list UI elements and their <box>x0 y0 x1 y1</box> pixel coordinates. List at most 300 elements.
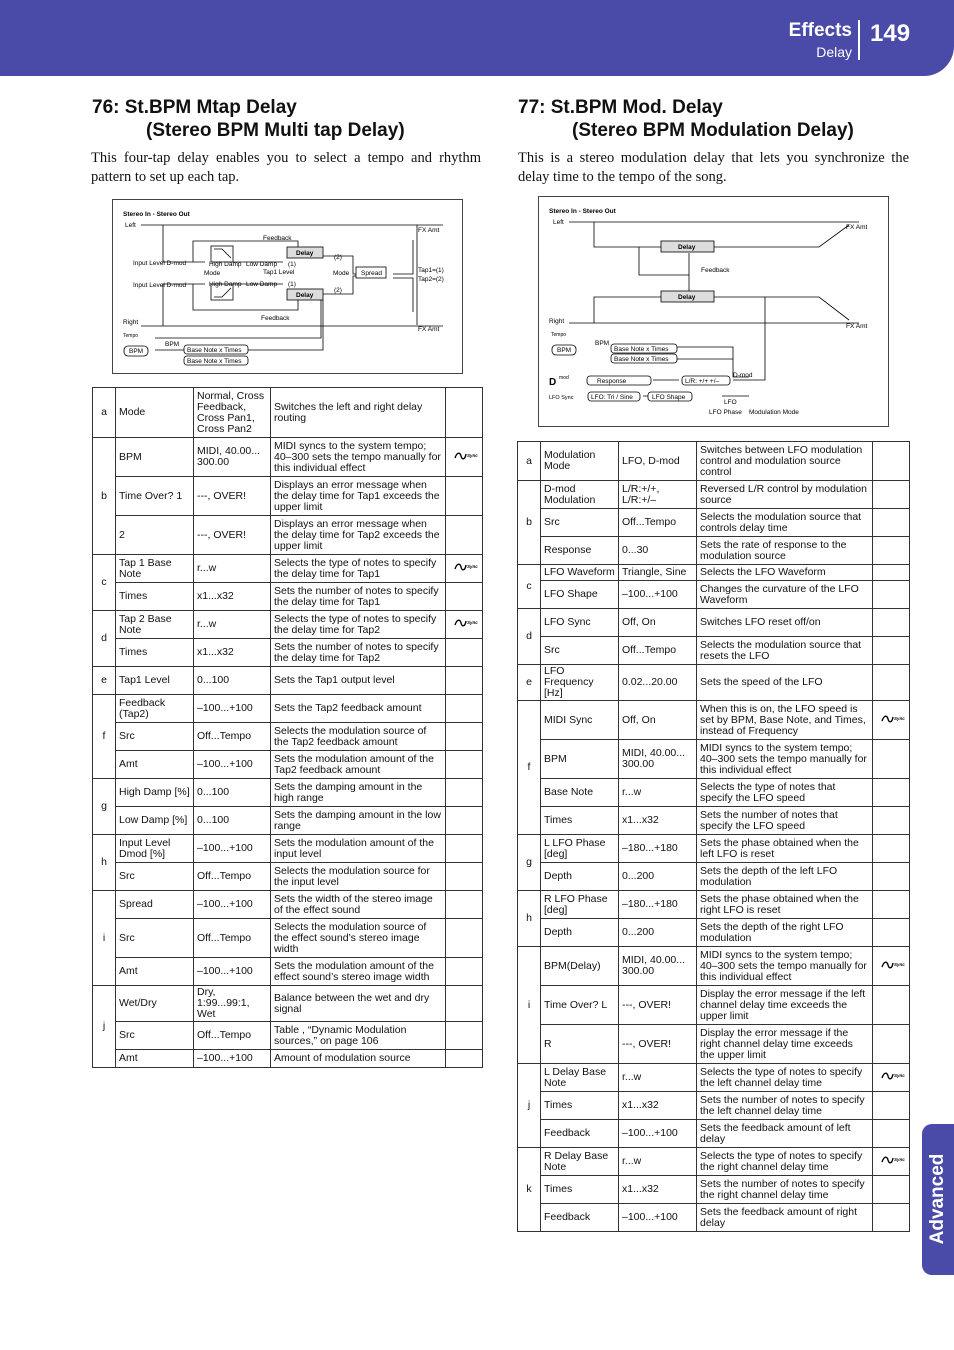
delay2-block-2: Delay <box>678 294 696 301</box>
param-description: Sets the modulation amount of the Tap2 feedback amount <box>271 751 446 779</box>
param-description: Selects the type of notes to specify the left channel delay time <box>697 1064 873 1092</box>
side-tab-label: Advanced <box>927 1153 948 1245</box>
icon-cell <box>873 1092 910 1120</box>
param-name: Feedback (Tap2) <box>116 695 194 723</box>
icon-cell <box>873 891 910 919</box>
param-name: Times <box>541 807 619 835</box>
icon-cell <box>873 442 910 481</box>
icon-cell <box>446 835 483 863</box>
param-range: x1...x32 <box>619 1176 697 1204</box>
param-range: 0...200 <box>619 863 697 891</box>
param-name: Src <box>116 919 194 958</box>
param-name: Mode <box>116 388 194 438</box>
header-section-title: Effects <box>788 20 852 41</box>
param-description: Sets the number of notes to specify the right channel delay time <box>697 1176 873 1204</box>
sync-glyph <box>880 960 905 970</box>
param-description: Selects the modulation source of the Tap2 feedback amount <box>271 723 446 751</box>
delay2-block-1: Delay <box>678 244 696 251</box>
group-letter: a <box>518 442 541 481</box>
param-range: 0...100 <box>194 667 271 695</box>
param-description: Selects the LFO Waveform <box>697 565 873 581</box>
param-description: Sets the feedback amount of right delay <box>697 1204 873 1232</box>
param-description: Sets the number of notes to specify the left channel delay time <box>697 1092 873 1120</box>
param-range: –100...+100 <box>194 891 271 919</box>
fx-amt-label-2: FX Amt <box>418 326 440 333</box>
table-row <box>93 919 483 958</box>
num-2b: (2) <box>334 287 342 294</box>
param-description: Table , “Dynamic Modulation sources,” on page 106 <box>271 1022 446 1050</box>
icon-cell <box>446 516 483 555</box>
group-letter: i <box>518 947 541 1064</box>
mod-delay-diagram-svg <box>539 197 888 426</box>
table-row <box>93 388 483 438</box>
param-name: BPM <box>541 740 619 779</box>
lfo-tri-sine-block: LFO: Tri / Sine <box>591 394 633 401</box>
icon-cell <box>446 919 483 958</box>
param-description: Sets the damping amount in the low range <box>271 807 446 835</box>
param-name: Src <box>541 509 619 537</box>
param-description: MIDI syncs to the system tempo; 40–300 sets the tempo manually for this individual effect <box>271 438 446 477</box>
param-range: MIDI, 40.00... 300.00 <box>619 947 697 986</box>
response-block: Response <box>597 378 627 385</box>
param-description: Sets the modulation amount of the effect sound’s stereo image width <box>271 958 446 986</box>
param-name: Src <box>116 863 194 891</box>
param-range: r...w <box>194 555 271 583</box>
header-subsection: Delay <box>816 44 852 60</box>
param-description: Sets the speed of the LFO <box>697 665 873 701</box>
sync-glyph <box>453 562 478 572</box>
param-name: Feedback <box>541 1204 619 1232</box>
param-description: Sets the modulation amount of the input level <box>271 835 446 863</box>
param-range: 0...100 <box>194 807 271 835</box>
table-row <box>518 740 910 779</box>
param-description: Sets the rate of response to the modulation source <box>697 537 873 565</box>
diagram2-right-label: Right <box>549 318 565 325</box>
param-name: Feedback <box>541 1120 619 1148</box>
icon-cell <box>446 1050 483 1068</box>
param-range: r...w <box>619 1064 697 1092</box>
sync-icon <box>446 611 483 639</box>
param-range: Off...Tempo <box>619 637 697 665</box>
icon-cell <box>446 751 483 779</box>
diagram-right-label: Right <box>123 319 139 326</box>
param-name: Src <box>541 637 619 665</box>
param-name: 2 <box>116 516 194 555</box>
param-description: Sets the depth of the right LFO modulation <box>697 919 873 947</box>
right-block-diagram <box>538 196 889 427</box>
param-name: Tap 2 Base Note <box>116 611 194 639</box>
icon-cell <box>873 919 910 947</box>
param-name: Times <box>541 1176 619 1204</box>
table-row <box>93 695 483 723</box>
table-row <box>518 442 910 481</box>
param-description: Displays an error message when the delay time for Tap1 exceeds the upper limit <box>271 477 446 516</box>
param-range: –100...+100 <box>619 1204 697 1232</box>
right-intro: This is a stereo modulation delay that lets you synchronize the delay time to the tempo of the song. <box>518 150 909 185</box>
base-note2-block-1: Base Note x Times <box>614 346 669 353</box>
group-letter: j <box>518 1064 541 1148</box>
mode-label-1: Mode <box>204 270 221 277</box>
param-range: –100...+100 <box>194 1050 271 1068</box>
table-row <box>93 583 483 611</box>
left-section-subtitle: (Stereo BPM Multi tap Delay) <box>146 120 405 141</box>
param-range: 0...100 <box>194 779 271 807</box>
param-name: R <box>541 1025 619 1064</box>
icon-cell <box>873 835 910 863</box>
param-name: Tap 1 Base Note <box>116 555 194 583</box>
bpm2-label: BPM <box>595 340 610 347</box>
table-row <box>93 555 483 583</box>
group-letter: d <box>93 611 116 667</box>
param-name: LFO Waveform <box>541 565 619 581</box>
table-row <box>93 863 483 891</box>
num-2a: (2) <box>334 254 342 261</box>
feedback-label-2: Feedback <box>261 315 290 322</box>
delay-block-1: Delay <box>296 250 314 257</box>
base-note-block-1: Base Note x Times <box>187 347 242 354</box>
param-description: Selects the type of notes that specify the LFO speed <box>697 779 873 807</box>
sync-glyph <box>880 714 905 724</box>
param-name: Low Damp [%] <box>116 807 194 835</box>
group-letter: e <box>93 667 116 695</box>
param-name: LFO Frequency [Hz] <box>541 665 619 701</box>
table-row <box>518 919 910 947</box>
mode-label-2: Mode <box>333 270 350 277</box>
icon-cell <box>446 1022 483 1050</box>
param-name: Base Note <box>541 779 619 807</box>
icon-cell <box>873 481 910 509</box>
lfo-sync-label: LFO Sync <box>549 395 574 401</box>
table-row <box>518 701 910 740</box>
icon-cell <box>873 779 910 807</box>
icon-cell <box>873 665 910 701</box>
icon-cell <box>446 639 483 667</box>
base-note2-block-2: Base Note x Times <box>614 356 669 363</box>
table-row <box>518 581 910 609</box>
sync-glyph <box>453 618 478 628</box>
diagram-left-label: Left <box>125 222 136 229</box>
param-description: Switches the left and right delay routing <box>271 388 446 438</box>
group-letter: h <box>93 835 116 891</box>
param-name: Amt <box>116 1050 194 1068</box>
param-name: Amt <box>116 751 194 779</box>
param-name: Depth <box>541 919 619 947</box>
param-description: Reversed L/R control by modulation source <box>697 481 873 509</box>
left-intro: This four-tap delay enables you to select a tempo and rhythm pattern to set up each tap. <box>91 150 481 185</box>
table-row <box>518 1120 910 1148</box>
param-description: MIDI syncs to the system tempo; 40–300 sets the tempo manually for this individual effect <box>697 740 873 779</box>
fx-amt2-label-2: FX Amt <box>846 323 868 330</box>
lfo-shape-block: LFO Shape <box>652 394 686 401</box>
icon-cell <box>873 1176 910 1204</box>
group-letter: c <box>93 555 116 611</box>
param-name: BPM(Delay) <box>541 947 619 986</box>
svg-text:Sync: Sync <box>467 564 478 569</box>
feedback2-label: Feedback <box>701 267 730 274</box>
param-description: Displays an error message when the delay time for Tap2 exceeds the upper limit <box>271 516 446 555</box>
param-name: D-mod Modulation <box>541 481 619 509</box>
param-range: –100...+100 <box>194 751 271 779</box>
feedback-label-1: Feedback <box>263 235 292 242</box>
param-range: r...w <box>194 611 271 639</box>
table-row <box>93 1050 483 1068</box>
param-description: Selects the modulation source that resets the LFO <box>697 637 873 665</box>
icon-cell <box>873 565 910 581</box>
right-parameter-table <box>517 441 910 1232</box>
left-section-title: 76: St.BPM Mtap Delay <box>92 97 297 118</box>
param-description: Switches between LFO modulation control and modulation source control <box>697 442 873 481</box>
header-divider <box>858 20 860 60</box>
param-description: Selects the type of notes to specify the delay time for Tap2 <box>271 611 446 639</box>
param-description: Selects the modulation source that controls delay time <box>697 509 873 537</box>
icon-cell <box>446 958 483 986</box>
param-range: –180...+180 <box>619 891 697 919</box>
param-description: Sets the phase obtained when the left LFO is reset <box>697 835 873 863</box>
table-row <box>93 639 483 667</box>
table-row <box>93 1022 483 1050</box>
param-name: Times <box>541 1092 619 1120</box>
svg-text:Sync: Sync <box>894 1073 905 1078</box>
group-letter: a <box>93 388 116 438</box>
param-range: Off...Tempo <box>194 919 271 958</box>
param-range: 0.02...20.00 <box>619 665 697 701</box>
group-letter: e <box>518 665 541 701</box>
icon-cell <box>873 1025 910 1064</box>
table-row <box>518 779 910 807</box>
icon-cell <box>446 891 483 919</box>
low-damp-label-2: Low Damp <box>246 281 278 288</box>
param-range: L/R:+/+, L/R:+/– <box>619 481 697 509</box>
param-name: Src <box>116 723 194 751</box>
param-range: x1...x32 <box>619 807 697 835</box>
svg-text:Sync: Sync <box>894 715 905 721</box>
group-letter: h <box>518 891 541 947</box>
left-parameter-table <box>92 387 483 1068</box>
param-name: Time Over? L <box>541 986 619 1025</box>
param-name: Response <box>541 537 619 565</box>
param-range: r...w <box>619 1148 697 1176</box>
icon-cell <box>446 583 483 611</box>
param-range: –100...+100 <box>619 581 697 609</box>
param-description: Sets the number of notes that specify the LFO speed <box>697 807 873 835</box>
fx-amt-label-1: FX Amt <box>418 227 440 234</box>
sync-icon <box>873 1064 910 1092</box>
icon-cell <box>446 986 483 1022</box>
param-description: Sets the Tap2 feedback amount <box>271 695 446 723</box>
table-row <box>93 723 483 751</box>
param-name: R Delay Base Note <box>541 1148 619 1176</box>
table-row <box>518 1176 910 1204</box>
param-range: –100...+100 <box>194 958 271 986</box>
param-name: Time Over? 1 <box>116 477 194 516</box>
group-letter: c <box>518 565 541 609</box>
icon-cell <box>446 723 483 751</box>
icon-cell <box>873 509 910 537</box>
high-damp-label-1: High Damp <box>209 261 242 268</box>
spread-block: Spread <box>361 270 382 277</box>
tap2-label: Tap2=(2) <box>418 276 444 283</box>
mtap-diagram-svg <box>113 200 462 373</box>
param-description: Selects the type of notes to specify the delay time for Tap1 <box>271 555 446 583</box>
fx-amt2-label-1: FX Amt <box>846 224 868 231</box>
dmod-label: D-mod <box>733 372 753 379</box>
param-name: Spread <box>116 891 194 919</box>
group-letter: f <box>93 695 116 779</box>
param-range: –180...+180 <box>619 835 697 863</box>
icon-cell <box>873 807 910 835</box>
param-range: LFO, D-mod <box>619 442 697 481</box>
param-range: Off...Tempo <box>194 863 271 891</box>
param-name: L Delay Base Note <box>541 1064 619 1092</box>
group-letter: i <box>93 891 116 986</box>
icon-cell <box>873 986 910 1025</box>
icon-cell <box>446 388 483 438</box>
param-name: Times <box>116 639 194 667</box>
table-row <box>93 611 483 639</box>
group-letter: f <box>518 701 541 835</box>
sync-icon <box>873 947 910 986</box>
svg-text:Sync: Sync <box>894 961 905 967</box>
icon-cell <box>873 863 910 891</box>
left-block-diagram <box>112 199 463 374</box>
param-description: Sets the Tap1 output level <box>271 667 446 695</box>
bpm-label: BPM <box>165 341 180 348</box>
param-description: MIDI syncs to the system tempo; 40–300 sets the tempo manually for this individual effect <box>697 947 873 986</box>
param-description: Sets the damping amount in the high range <box>271 779 446 807</box>
low-damp-label-1: Low Damp <box>246 261 278 268</box>
num-1b: (1) <box>288 281 296 288</box>
param-description: Sets the depth of the left LFO modulation <box>697 863 873 891</box>
sync-glyph <box>880 1071 905 1081</box>
table-row <box>518 1025 910 1064</box>
param-name: Wet/Dry <box>116 986 194 1022</box>
param-description: Sets the phase obtained when the right LFO is reset <box>697 891 873 919</box>
lr-block: L/R: +/+ +/– <box>685 378 720 385</box>
param-description: Amount of modulation source <box>271 1050 446 1068</box>
sync-glyph <box>453 451 478 461</box>
param-name: Times <box>116 583 194 611</box>
svg-text:Sync: Sync <box>894 1157 905 1162</box>
table-row <box>518 1148 910 1176</box>
dmod-icon: D <box>549 377 557 388</box>
param-description: Sets the number of notes to specify the delay time for Tap1 <box>271 583 446 611</box>
sync-icon <box>873 701 910 740</box>
param-name: Tap1 Level <box>116 667 194 695</box>
sync-glyph <box>880 1155 905 1165</box>
param-description: Selects the type of notes to specify the right channel delay time <box>697 1148 873 1176</box>
param-range: Off...Tempo <box>194 723 271 751</box>
icon-cell <box>446 807 483 835</box>
param-name: Depth <box>541 863 619 891</box>
param-range: –100...+100 <box>194 695 271 723</box>
param-description: When this is on, the LFO speed is set by BPM, Base Note, and Times, instead of Frequency <box>697 701 873 740</box>
param-range: Normal, Cross Feedback, Cross Pan1, Cross Pan2 <box>194 388 271 438</box>
table-row <box>518 807 910 835</box>
param-description: Switches LFO reset off/on <box>697 609 873 637</box>
param-name: BPM <box>116 438 194 477</box>
table-row <box>93 891 483 919</box>
svg-text:Sync: Sync <box>467 620 478 625</box>
table-row <box>93 779 483 807</box>
param-range: 0...30 <box>619 537 697 565</box>
group-letter: j <box>93 986 116 1068</box>
table-row <box>93 986 483 1022</box>
group-letter: k <box>518 1148 541 1232</box>
delay-block-2: Delay <box>296 292 314 299</box>
sync-icon <box>873 1148 910 1176</box>
table-row <box>518 863 910 891</box>
param-name: High Damp [%] <box>116 779 194 807</box>
base-note-block-2: Base Note x Times <box>187 358 242 365</box>
table-row <box>518 1064 910 1092</box>
modulation-mode-label: Modulation Mode <box>749 409 799 416</box>
param-range: ---, OVER! <box>619 1025 697 1064</box>
table-row <box>93 477 483 516</box>
page-number: 149 <box>870 20 911 47</box>
table-row <box>518 891 910 919</box>
sync-icon <box>446 438 483 477</box>
table-row <box>93 807 483 835</box>
param-range: ---, OVER! <box>619 986 697 1025</box>
page-header <box>0 0 954 76</box>
diagram-io-label: Stereo In - Stereo Out <box>123 211 190 218</box>
param-range: x1...x32 <box>619 1092 697 1120</box>
bpm-block: BPM <box>129 348 144 355</box>
param-name: R LFO Phase [deg] <box>541 891 619 919</box>
icon-cell <box>446 667 483 695</box>
table-row <box>518 637 910 665</box>
side-tab-advanced[interactable] <box>922 1124 954 1275</box>
table-row <box>518 1204 910 1232</box>
param-name: LFO Shape <box>541 581 619 609</box>
dmod-icon-sup: mod <box>559 375 569 381</box>
table-row <box>518 986 910 1025</box>
table-row <box>518 665 910 701</box>
param-name: L LFO Phase [deg] <box>541 835 619 863</box>
param-name: Input Level Dmod [%] <box>116 835 194 863</box>
param-description: Selects the modulation source for the input level <box>271 863 446 891</box>
diagram2-left-label: Left <box>553 219 564 226</box>
param-name: Modulation Mode <box>541 442 619 481</box>
bpm2-block: BPM <box>557 347 572 354</box>
param-range: Off...Tempo <box>194 1022 271 1050</box>
icon-cell <box>446 695 483 723</box>
param-description: Balance between the wet and dry signal <box>271 986 446 1022</box>
param-range: Off, On <box>619 609 697 637</box>
param-range: MIDI, 40.00... 300.00 <box>619 740 697 779</box>
param-range: MIDI, 40.00... 300.00 <box>194 438 271 477</box>
table-row <box>93 751 483 779</box>
param-range: Off, On <box>619 701 697 740</box>
table-row <box>518 565 910 581</box>
table-row <box>518 509 910 537</box>
param-description: Display the error message if the right channel delay time exceeds the upper limit <box>697 1025 873 1064</box>
param-description: Sets the number of notes to specify the delay time for Tap2 <box>271 639 446 667</box>
table-row <box>93 835 483 863</box>
param-name: Amt <box>116 958 194 986</box>
group-letter: g <box>518 835 541 891</box>
icon-cell <box>446 477 483 516</box>
right-section-title: 77: St.BPM Mod. Delay <box>518 97 723 118</box>
group-letter: g <box>93 779 116 835</box>
icon-cell <box>873 537 910 565</box>
table-row <box>518 537 910 565</box>
icon-cell <box>873 740 910 779</box>
param-name: MIDI Sync <box>541 701 619 740</box>
param-name: Src <box>116 1022 194 1050</box>
table-row <box>518 609 910 637</box>
table-row <box>518 947 910 986</box>
